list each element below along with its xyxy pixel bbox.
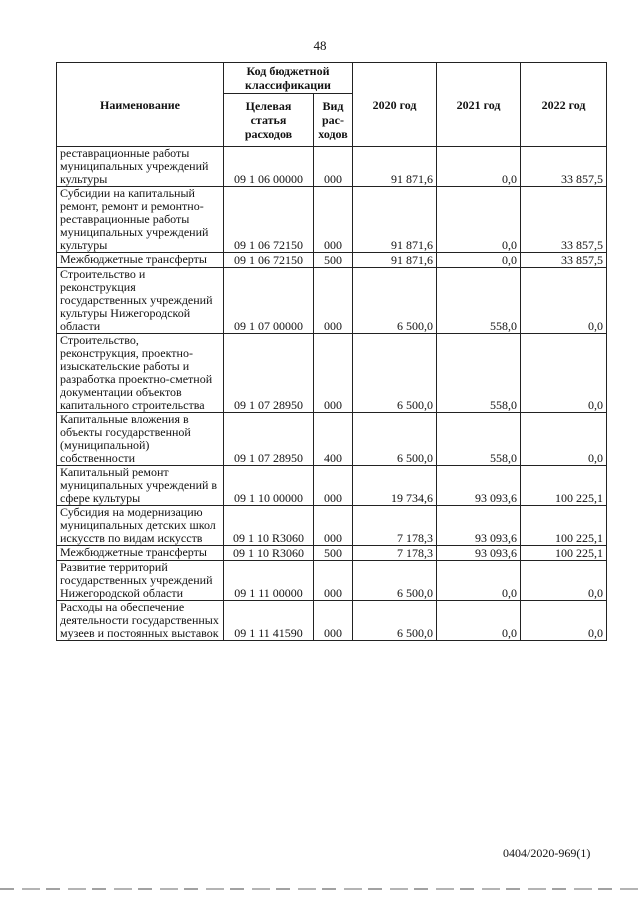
row-2021: 0,0 bbox=[437, 187, 521, 253]
row-2021: 93 093,6 bbox=[437, 546, 521, 561]
table-body bbox=[57, 147, 607, 641]
table-row bbox=[57, 147, 607, 187]
table-header bbox=[57, 63, 607, 147]
header-year-2020: 2020 год bbox=[353, 63, 437, 147]
row-2020: 19 734,6 bbox=[353, 466, 437, 506]
row-name: Строительство и реконструкция государственных учреждений культуры Нижегородской области bbox=[57, 268, 224, 334]
row-2022: 0,0 bbox=[521, 334, 607, 413]
document-code: 0404/2020-969(1) bbox=[503, 846, 591, 860]
header-expense-type: Вид рас- ходов bbox=[314, 94, 353, 147]
row-2022: 0,0 bbox=[521, 561, 607, 601]
row-name: Межбюджетные трансферты bbox=[57, 546, 224, 561]
row-name: реставрационные работы муниципальных учреждений культуры bbox=[57, 147, 224, 187]
row-2022: 33 857,5 bbox=[521, 147, 607, 187]
row-expense-type: 400 bbox=[314, 413, 353, 466]
row-2021: 0,0 bbox=[437, 561, 521, 601]
row-expense-type: 000 bbox=[314, 466, 353, 506]
header-year-2022: 2022 год bbox=[521, 63, 607, 147]
row-name: Субсидия на модернизацию муниципальных детских школ искусств по видам искусств bbox=[57, 506, 224, 546]
row-target-article: 09 1 06 72150 bbox=[224, 253, 314, 268]
table-row bbox=[57, 187, 607, 253]
header-target-article: Целевая статья расходов bbox=[224, 94, 314, 147]
budget-table bbox=[56, 62, 607, 641]
row-name: Расходы на обеспечение деятельности государственных музеев и постоянных выставок bbox=[57, 601, 224, 641]
row-2020: 6 500,0 bbox=[353, 268, 437, 334]
table-row bbox=[57, 506, 607, 546]
row-name: Капитальный ремонт муниципальных учреждений в сфере культуры bbox=[57, 466, 224, 506]
row-2021: 0,0 bbox=[437, 147, 521, 187]
header-budget-code: Код бюджетной классификации bbox=[224, 63, 353, 94]
table-row bbox=[57, 546, 607, 561]
row-2022: 0,0 bbox=[521, 268, 607, 334]
row-2020: 91 871,6 bbox=[353, 253, 437, 268]
row-2021: 93 093,6 bbox=[437, 506, 521, 546]
row-target-article: 09 1 10 00000 bbox=[224, 466, 314, 506]
row-name: Межбюджетные трансферты bbox=[57, 253, 224, 268]
row-target-article: 09 1 06 72150 bbox=[224, 187, 314, 253]
row-2020: 6 500,0 bbox=[353, 413, 437, 466]
row-2021: 558,0 bbox=[437, 334, 521, 413]
row-2020: 6 500,0 bbox=[353, 561, 437, 601]
row-name: Субсидии на капитальный ремонт, ремонт и ремонтно-реставрационные работы муниципальных учреждений культуры bbox=[57, 187, 224, 253]
row-expense-type: 000 bbox=[314, 561, 353, 601]
row-2020: 7 178,3 bbox=[353, 506, 437, 546]
row-expense-type: 000 bbox=[314, 601, 353, 641]
row-expense-type: 000 bbox=[314, 334, 353, 413]
row-2021: 0,0 bbox=[437, 601, 521, 641]
row-2020: 91 871,6 bbox=[353, 187, 437, 253]
row-expense-type: 500 bbox=[314, 546, 353, 561]
row-2021: 558,0 bbox=[437, 413, 521, 466]
row-target-article: 09 1 07 00000 bbox=[224, 268, 314, 334]
row-2022: 100 225,1 bbox=[521, 466, 607, 506]
row-2020: 6 500,0 bbox=[353, 334, 437, 413]
row-2022: 0,0 bbox=[521, 601, 607, 641]
header-name: Наименование bbox=[57, 63, 224, 147]
page-number: 48 bbox=[313, 38, 327, 53]
row-2022: 0,0 bbox=[521, 413, 607, 466]
row-target-article: 09 1 10 R3060 bbox=[224, 506, 314, 546]
row-2020: 7 178,3 bbox=[353, 546, 437, 561]
row-name: Капитальные вложения в объекты государственной (муниципальной) собственности bbox=[57, 413, 224, 466]
row-target-article: 09 1 07 28950 bbox=[224, 413, 314, 466]
row-2021: 93 093,6 bbox=[437, 466, 521, 506]
row-2021: 558,0 bbox=[437, 268, 521, 334]
table-row bbox=[57, 268, 607, 334]
row-expense-type: 500 bbox=[314, 253, 353, 268]
row-2020: 91 871,6 bbox=[353, 147, 437, 187]
row-expense-type: 000 bbox=[314, 268, 353, 334]
row-2022: 33 857,5 bbox=[521, 187, 607, 253]
row-2021: 0,0 bbox=[437, 253, 521, 268]
row-2022: 100 225,1 bbox=[521, 506, 607, 546]
row-expense-type: 000 bbox=[314, 187, 353, 253]
row-target-article: 09 1 11 41590 bbox=[224, 601, 314, 641]
table-row bbox=[57, 334, 607, 413]
row-target-article: 09 1 10 R3060 bbox=[224, 546, 314, 561]
row-target-article: 09 1 11 00000 bbox=[224, 561, 314, 601]
row-2022: 33 857,5 bbox=[521, 253, 607, 268]
row-expense-type: 000 bbox=[314, 506, 353, 546]
table-row bbox=[57, 466, 607, 506]
table-row bbox=[57, 253, 607, 268]
table-row bbox=[57, 413, 607, 466]
header-year-2021: 2021 год bbox=[437, 63, 521, 147]
table-row bbox=[57, 561, 607, 601]
row-2022: 100 225,1 bbox=[521, 546, 607, 561]
table-row bbox=[57, 601, 607, 641]
row-name: Строительство, реконструкция, проектно-изыскательские работы и разработка проектно-сметной документации объектов капитального строительства bbox=[57, 334, 224, 413]
row-target-article: 09 1 07 28950 bbox=[224, 334, 314, 413]
row-2020: 6 500,0 bbox=[353, 601, 437, 641]
row-target-article: 09 1 06 00000 bbox=[224, 147, 314, 187]
scan-artifact-line bbox=[0, 888, 640, 890]
row-expense-type: 000 bbox=[314, 147, 353, 187]
row-name: Развитие территорий государственных учреждений Нижегородской области bbox=[57, 561, 224, 601]
